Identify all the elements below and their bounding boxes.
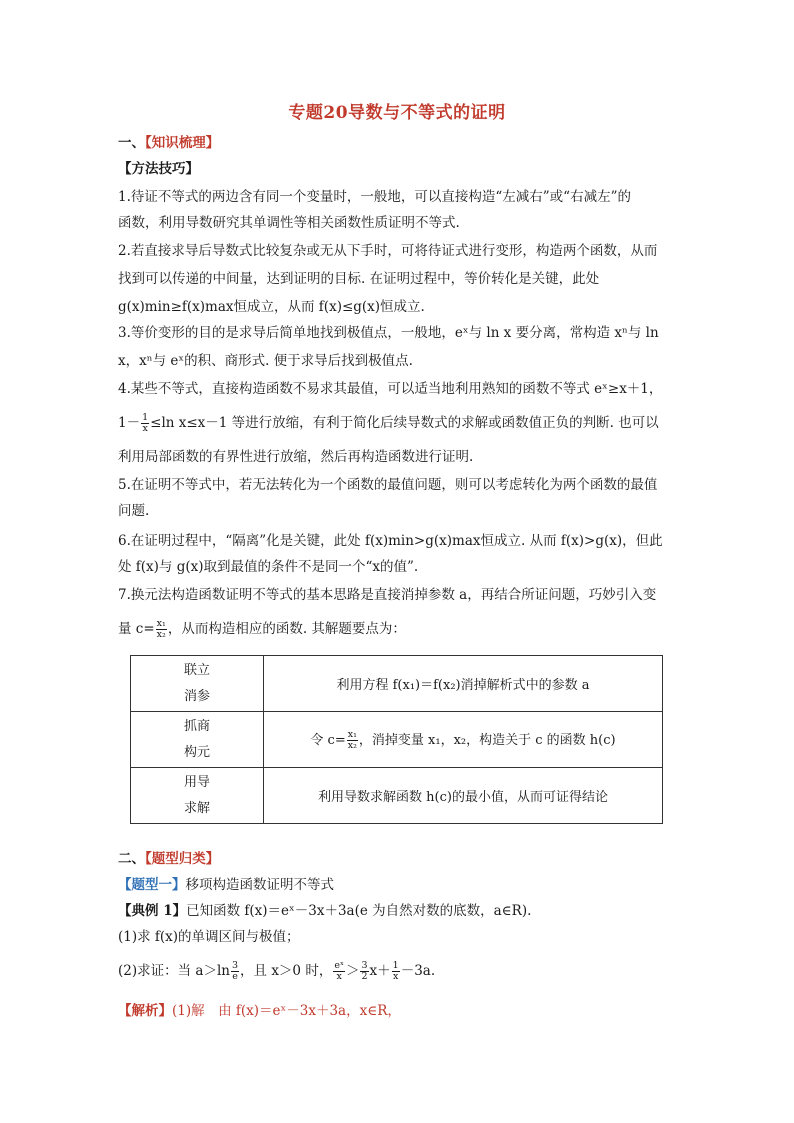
method-steps-table bbox=[130, 655, 663, 824]
tip-1-line-1: 1.待证不等式的两边含有同一个变量时，一般地，可以直接构造“左减右”或“右减左”的 bbox=[118, 189, 631, 205]
section-number: 一、 bbox=[118, 135, 145, 151]
tip-2-line-1: 2.若直接求导后导数式比较复杂或无从下手时，可将待证式进行变形，构造两个函数，从而 bbox=[118, 243, 658, 259]
section-types-heading bbox=[118, 848, 678, 870]
tip-7-line-1: 7.换元法构造函数证明不等式的基本思路是直接消掉参数 a，再结合所证问题，巧妙引入变 bbox=[118, 587, 657, 603]
section-knowledge-heading bbox=[118, 132, 678, 154]
tip-1-line-2: 函数，利用导数研究其单调性等相关函数性质证明不等式. bbox=[118, 215, 460, 231]
tip-6-line-2: 处 f(x)与 g(x)取到最值的条件不是同一个“x的值”. bbox=[118, 559, 419, 575]
tip-3-line-2: x，xⁿ与 eˣ的积、商形式. 便于求导后找到极值点. bbox=[118, 353, 413, 369]
tip-3-line-1: 3.等价变形的目的是求导后简单地找到极值点，一般地，eˣ与 ln x 要分离，常构造 xⁿ与 ln bbox=[118, 325, 659, 341]
question-2: (2)求证：当 a＞ln $\frac{3}{e}$ ，且 x＞0 时， $\frac{\text{eˣ}}{x}$ ＞ $\frac{3}{2}$ x＋ $\frac{1}{x}$ －3a. bbox=[118, 960, 436, 982]
fraction-one-over-x: $\frac{1}{x}$ bbox=[392, 960, 399, 982]
table-row bbox=[131, 712, 663, 768]
step-content-cell: 利用导数求解函数 h(c)的最小值，从而可证得结论 bbox=[264, 768, 663, 824]
step-content-cell: 令 c= $\frac{\text{x₁}}{\text{x₂}}$ ，消掉变量 x₁，x₂，构造关于 c 的函数 h(c) bbox=[264, 712, 663, 768]
example-1-statement: 【典例 1】已知函数 f(x)＝eˣ－3x＋3a(e 为自然对数的底数，a∈R). bbox=[118, 903, 532, 919]
fraction-three-over-e: $\frac{3}{e}$ bbox=[231, 960, 239, 982]
section-label: 【知识梳理】 bbox=[145, 135, 220, 151]
question-1: (1)求 f(x)的单调区间与极值； bbox=[118, 929, 300, 945]
step-cell: 联立 消参 bbox=[131, 656, 264, 712]
tip-4-line-2: 1－ $\frac{1}{x}$ ≤ln x≤x－1 等进行放缩，有利于简化后续导数式的求解或函数值正负的判断. 也可以 bbox=[118, 412, 659, 434]
tip-4-line-3: 利用局部函数的有界性进行放缩，然后再构造函数进行证明. bbox=[118, 449, 474, 465]
step-cell: 抓商 构元 bbox=[131, 712, 264, 768]
fraction-ex-over-x: $\frac{\text{eˣ}}{x}$ bbox=[334, 960, 344, 982]
step-cell: 用导 求解 bbox=[131, 768, 264, 824]
section-label: 【题型归类】 bbox=[145, 851, 220, 867]
fraction-three-over-two: $\frac{3}{2}$ bbox=[361, 960, 368, 982]
tip-5-line-1: 5.在证明不等式中，若无法转化为一个函数的最值问题，则可以考虑转化为两个函数的最值 bbox=[118, 477, 658, 493]
tip-6-line-1: 6.在证明过程中，“隔离”化是关键，此处 f(x)min>g(x)max恒成立. 从而 f(x)>g(x)，但此 bbox=[118, 533, 663, 549]
section-number: 二、 bbox=[118, 851, 145, 867]
table-row bbox=[131, 768, 663, 824]
fraction-x1-over-x2: $\frac{\text{x₁}}{\text{x₂}}$ bbox=[156, 618, 166, 640]
solution-start: 【解析】(1)解 由 f(x)＝eˣ－3x＋3a，x∈R， bbox=[118, 1003, 401, 1019]
type-1-heading: 【题型一】移项构造函数证明不等式 bbox=[118, 877, 334, 893]
tip-7-line-2: 量 c= $\frac{\text{x₁}}{\text{x₂}}$ ，从而构造相应的函数. 其解题要点为： bbox=[118, 618, 406, 640]
table-row bbox=[131, 656, 663, 712]
fraction-x1-over-x2: $\frac{\text{x₁}}{\text{x₂}}$ bbox=[347, 728, 357, 751]
page-title: 专题20导数与不等式的证明 bbox=[288, 103, 506, 123]
step-content-cell: 利用方程 f(x₁)＝f(x₂)消掉解析式中的参数 a bbox=[264, 656, 663, 712]
tip-2-line-3: g(x)min≥f(x)max恒成立，从而 f(x)≤g(x)恒成立. bbox=[118, 299, 425, 315]
method-heading: 【方法技巧】 bbox=[118, 161, 199, 177]
tip-2-line-2: 找到可以传递的中间量，达到证明的目标. 在证明过程中，等价转化是关键，此处 bbox=[118, 271, 600, 287]
tip-5-line-2: 问题. bbox=[118, 503, 150, 519]
fraction-one-over-x: $\frac{1}{x}$ bbox=[142, 412, 149, 434]
tip-4-line-1: 4.某些不等式，直接构造函数不易求其最值，可以适当地利用熟知的函数不等式 eˣ≥x＋1， bbox=[118, 381, 663, 397]
